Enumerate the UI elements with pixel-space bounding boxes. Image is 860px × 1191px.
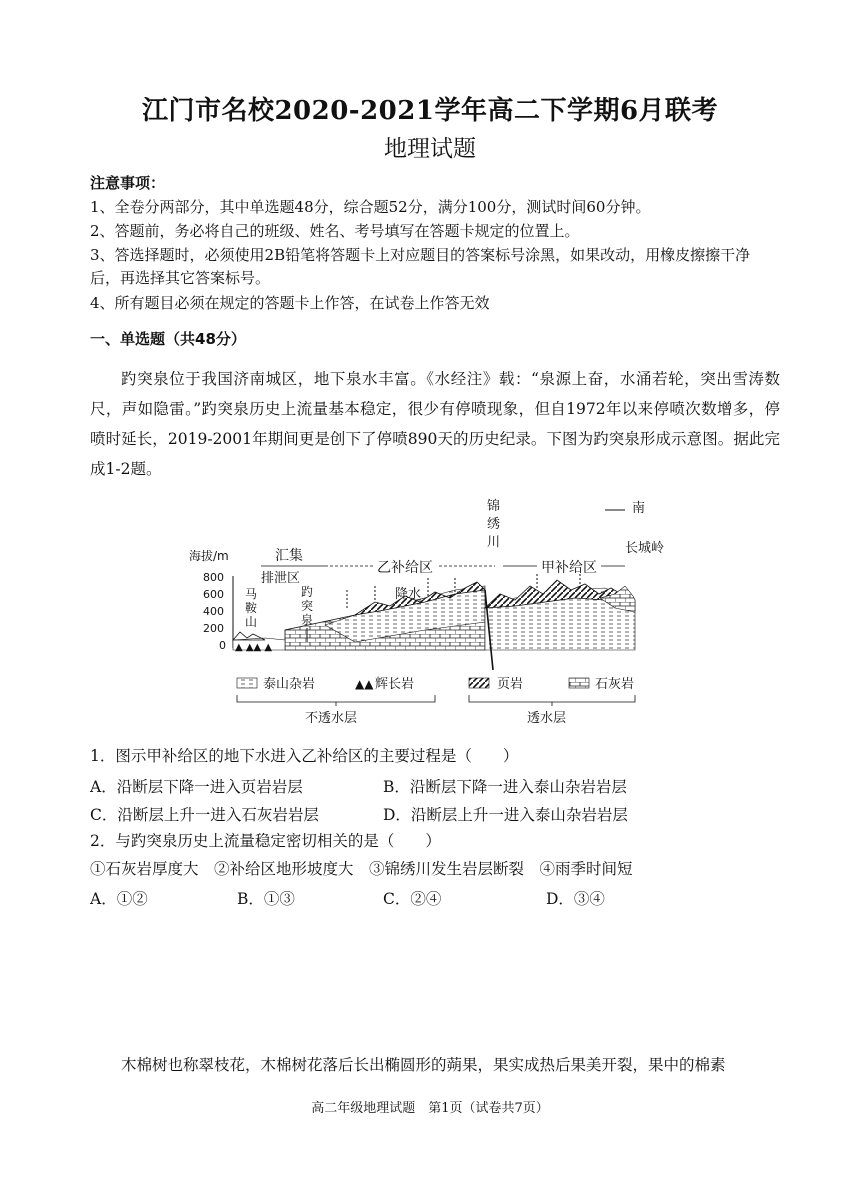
note-item-1: 1、全卷分两部分，其中单选题48分，综合题52分，满分100分，测试时间60分钟。 — [90, 198, 651, 216]
label-permeable: 透水层 — [527, 711, 567, 726]
legend-swatch-taishan — [237, 678, 257, 688]
q2-option-a: A．①② — [90, 890, 148, 908]
jinxiuchuan-char-1: 锦 — [487, 499, 501, 514]
q1-option-b: B．沿断层下降一进入泰山杂岩岩层 — [383, 778, 627, 796]
page-footer: 高二年级地理试题 第1页（试卷共7页） — [311, 1101, 549, 1116]
y-tick-800: 800 — [203, 571, 224, 584]
q2-option-b: B．①③ — [237, 890, 295, 908]
legend-label-huichang: 辉长岩 — [375, 677, 415, 692]
passage-baotuquan: 趵突泉位于我国济南城区，地下泉水丰富。《水经注》载：“泉源上奋，水涌若轮，突出雪涛数尺，声如隐雷。”趵突泉历史上流量基本稳定，很少有停喷现象，但自1972年以来停喷次数增多，停喷时延长，2019-2001年期间更是创下了停喷890天的历史纪录。下图为趵突泉形成示意图。据此完成1-2题。 — [90, 370, 780, 478]
zone-huiji-label: 汇集 — [275, 548, 303, 564]
changchengling-label: 长城岭 — [625, 541, 665, 556]
q1-option-c: C．沿断层上升一进入石灰岩岩层 — [90, 806, 319, 824]
mashan-char-1: 马 — [245, 587, 258, 601]
bracket-impermeable — [237, 695, 435, 706]
note-item-4: 4、所有题目必须在规定的答题卡上作答，在试卷上作答无效 — [90, 294, 490, 312]
notes-heading: 注意事项： — [90, 174, 166, 192]
y-tick-200: 200 — [203, 622, 224, 635]
mashan-char-3: 山 — [245, 615, 258, 629]
legend-swatch-shihui — [569, 678, 589, 688]
rain-label: 降水 — [395, 587, 422, 602]
y-axis-label: 海拔/m — [189, 549, 229, 563]
q2-option-c: C．②④ — [383, 890, 442, 908]
legend-label-shihui: 石灰岩 — [595, 677, 635, 692]
south-label: 南 — [632, 501, 646, 516]
y-tick-0: 0 — [219, 639, 226, 652]
q1-option-d: D．沿断层上升一进入泰山杂岩岩层 — [383, 806, 628, 824]
zone-paixie-label: 排泄区 — [261, 571, 301, 586]
legend-label-yeyan: 页岩 — [497, 677, 524, 692]
baotuquan-char-3: 泉 — [301, 613, 314, 627]
legend-swatch-yeyan — [469, 678, 489, 688]
passage-mumian: 木棉树也称翠枝花，木棉树花落后长出椭圆形的蒴果，果实成热后果美开裂，果中的棉素 — [121, 1056, 726, 1074]
question-2-stem: 2．与趵突泉历史上流量稳定密切相关的是（ ） — [90, 832, 441, 850]
mashan-char-2: 鞍 — [245, 601, 258, 615]
section-heading: 一、单选题（共48分） — [90, 330, 246, 348]
baotuquan-diagram — [185, 490, 665, 730]
label-impermeable: 不透水层 — [305, 711, 358, 726]
y-tick-600: 600 — [203, 588, 224, 601]
zone-yi-label: 乙补给区 — [377, 560, 433, 576]
exam-subtitle: 地理试题 — [384, 136, 476, 162]
q2-option-d: D．③④ — [546, 890, 605, 908]
exam-title: 江门市名校2020-2021学年高二下学期6月联考 — [141, 96, 719, 126]
jinxiuchuan-char-3: 川 — [487, 535, 501, 550]
bracket-permeable — [469, 695, 635, 706]
note-item-2: 2、答题前，务必将自己的班级、姓名、考号填写在答题卡规定的位置上。 — [90, 222, 580, 240]
question-2-statements: ①石灰岩厚度大 ②补给区地形坡度大 ③锦绣川发生岩层断裂 ④雨季时间短 — [90, 860, 633, 878]
legend-label-taishan: 泰山杂岩 — [263, 677, 316, 692]
question-1-stem: 1．图示甲补给区的地下水进入乙补给区的主要过程是（ ） — [90, 747, 519, 765]
legend-swatch-huichang: ▲▲ — [355, 677, 374, 691]
baotuquan-char-2: 突 — [301, 599, 314, 613]
y-tick-400: 400 — [203, 605, 224, 618]
gabbro-marks-left: ▲ ▲▲ ▲ — [235, 642, 273, 653]
baotuquan-char-1: 趵 — [301, 585, 314, 599]
zone-jia-label: 甲补给区 — [541, 560, 597, 576]
note-item-3: 3、答选择题时，必须使用2B铅笔将答题卡上对应题目的答案标号涂黑，如果改动，用橡皮擦擦干净后，再选择其它答案标号。 — [90, 246, 751, 287]
q1-option-a: A．沿断层下降一进入页岩岩层 — [90, 778, 303, 796]
jinxiuchuan-char-2: 绣 — [487, 517, 501, 532]
